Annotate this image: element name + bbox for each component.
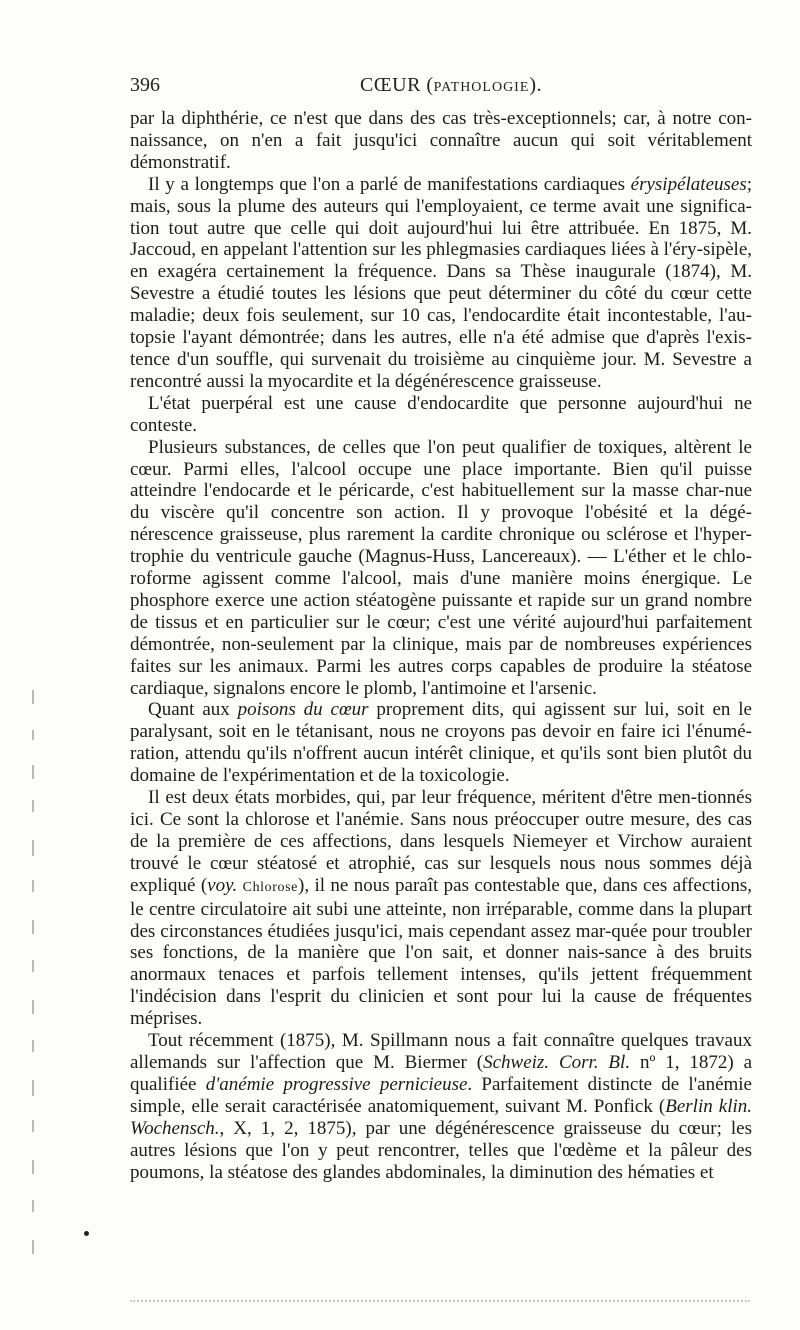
paragraph xyxy=(130,1030,752,1183)
italic-text: poisons du cœur xyxy=(237,699,369,721)
paragraph xyxy=(130,174,752,393)
italic-text: Berlin klin. Wochensch. xyxy=(130,1095,752,1139)
text-run: ), il ne nous paraît pas contestable que, dans ces affections, le centre circulatoire ait subi une atteinte, non irréparable, comme dans la plupart des circonstances étudiées jusqu'ici, mais cependant assez mar-quée pour troubler ses fonctions, de la manière que l'on sait, et donner nais-sance à des bruits anormaux tenaces et parfois tellement intenses, qu'ils jettent fréquemment l'indécision dans l'esprit du clinicien et sont pour lui la cause de fréquentes méprises. xyxy=(130,874,753,1030)
text-run: Quant aux xyxy=(148,699,238,721)
body-text xyxy=(130,108,752,1183)
running-title xyxy=(360,74,542,97)
text-run: , X, 1, 2, 1875), par une dégénérescence graisseuse du cœur; les autres lésions que l'on y peut rencontrer, telles que l'œdème et la pâleur des poumons, la stéatose des glandes abdominales, la diminution des hématies et xyxy=(130,1117,752,1183)
margin-scan-marks xyxy=(28,690,48,1290)
italic-text: voy. xyxy=(207,874,238,896)
paragraph xyxy=(130,108,752,174)
text-run: proprement dits, qui agissent sur lui, soit en le paralysant, soit en le tétanisant, nous ne croyons pas devoir en faire ici l'énumé-ration, attendu qu'ils n'offrent aucun intérêt clinique, et qu'ils sont bien plutôt du domaine de l'expérimentation et de la toxicologie. xyxy=(130,699,752,787)
paragraph xyxy=(130,437,752,700)
running-title-paren-open: ( xyxy=(420,74,434,96)
text-run: ; mais, sous la plume des auteurs qui l'employaient, ce terme avait une significa-tion tout autre que celle qui doit aujourd'hui lui être attribuée. En 1875, M. Jaccoud, en appelant l'attention sur les phlegmasies cardiaques liées à l'éry-sipèle, en exagéra certainement la fréquence. Dans sa Thèse inaugurale (1874), M. Sevestre a étudié toutes les lésions que peut déterminer du côté du cœur cette maladie; deux fois seulement, sur 10 cas, l'endocardite était incontestable, l'au-topsie l'ayant démontrée; dans les autres, elle n'a été admise que d'après l'exis-tence d'un souffle, qui survenait du troisième au cinquième jour. M. Sevestre a rencontré aussi la myocardite et la dégénérescence graisseuse. xyxy=(130,173,753,392)
paragraph xyxy=(130,787,752,1030)
italic-text: Schweiz. Corr. Bl. xyxy=(483,1051,631,1073)
text-run: Plusieurs substances, de celles que l'on peut qualifier de toxiques, altèrent le cœur. Parmi elles, l'alcool occupe une place importante. Bien qu'il puisse atteindre l'endocarde et le péricarde, c'est habituellement sur la masse char-nue du viscère qu'il concentre son action. Il y provoque l'obésité et la dégé-nérescence graisseuse, plus rarement la cardite chronique ou sclérose et l'hyper-trophie du ventricule gauche (Magnus-Huss, Lancereaux). — L'éther et le chlo-roforme agissent comme l'alcool, mais d'une manière moins énergique. Le phosphore exerce une action stéatogène puissante et rapide sur un grand nombre de tissus et en particulier sur le cœur; c'est une vérité aujourd'hui parfaitement démontrée, non-seulement par la clinique, mais par de nombreuses expériences faites sur les animaux. Parmi les autres corps capables de produire la stéatose cardiaque, signalons encore le plomb, l'antimoine et l'arsenic. xyxy=(130,436,752,699)
text-run: nº 1, 1872) a qualifiée xyxy=(130,1051,753,1095)
running-title-section: PATHOLOGIE xyxy=(433,80,530,95)
text-run: Tout récemment (1875), M. Spillmann nous a fait connaître quelques travaux allemands sur l'affection que M. Biermer ( xyxy=(130,1030,752,1073)
paragraph xyxy=(130,699,752,787)
margin-dot xyxy=(84,1231,89,1236)
bottom-dotted-rule xyxy=(130,1300,750,1304)
italic-text: érysipélateuses xyxy=(630,173,747,195)
small-caps-text: Chlorose xyxy=(242,879,298,895)
italic-text: d'anémie progressive pernicieuse xyxy=(205,1073,468,1095)
text-run: Il est deux états morbides, qui, par leur fréquence, méritent d'être men-tionnés ici. Ce sont la chlorose et l'anémie. Sans nous préoccuper outre mesure, des cas de la première de ces affections, dans lesquels Niemeyer et Virchow auraient trouvé le cœur stéatosé et atrophié, cas sur lesquels nous nous sommes déjà expliqué ( xyxy=(130,787,752,896)
text-run: . Parfaitement distincte de l'anémie simple, elle serait caractérisée anatomiquement, suivant M. Ponfick ( xyxy=(130,1073,752,1117)
text-run: L'état puerpéral est une cause d'endocardite que personne aujourd'hui ne conteste. xyxy=(130,392,752,436)
text-run: Il y a longtemps que l'on a parlé de manifestations cardiaques xyxy=(148,173,631,195)
paragraph xyxy=(130,393,752,437)
page-number: 396 xyxy=(130,74,160,96)
running-title-main: CŒUR xyxy=(360,74,421,96)
text-run: par la diphthérie, ce n'est que dans des cas très-exceptionnels; car, à notre con-naissance, on n'en a fait jusqu'ici connaître aucun qui soit véritablement démonstratif. xyxy=(130,108,752,173)
running-header xyxy=(130,74,760,104)
running-title-paren-close: ). xyxy=(529,74,543,96)
